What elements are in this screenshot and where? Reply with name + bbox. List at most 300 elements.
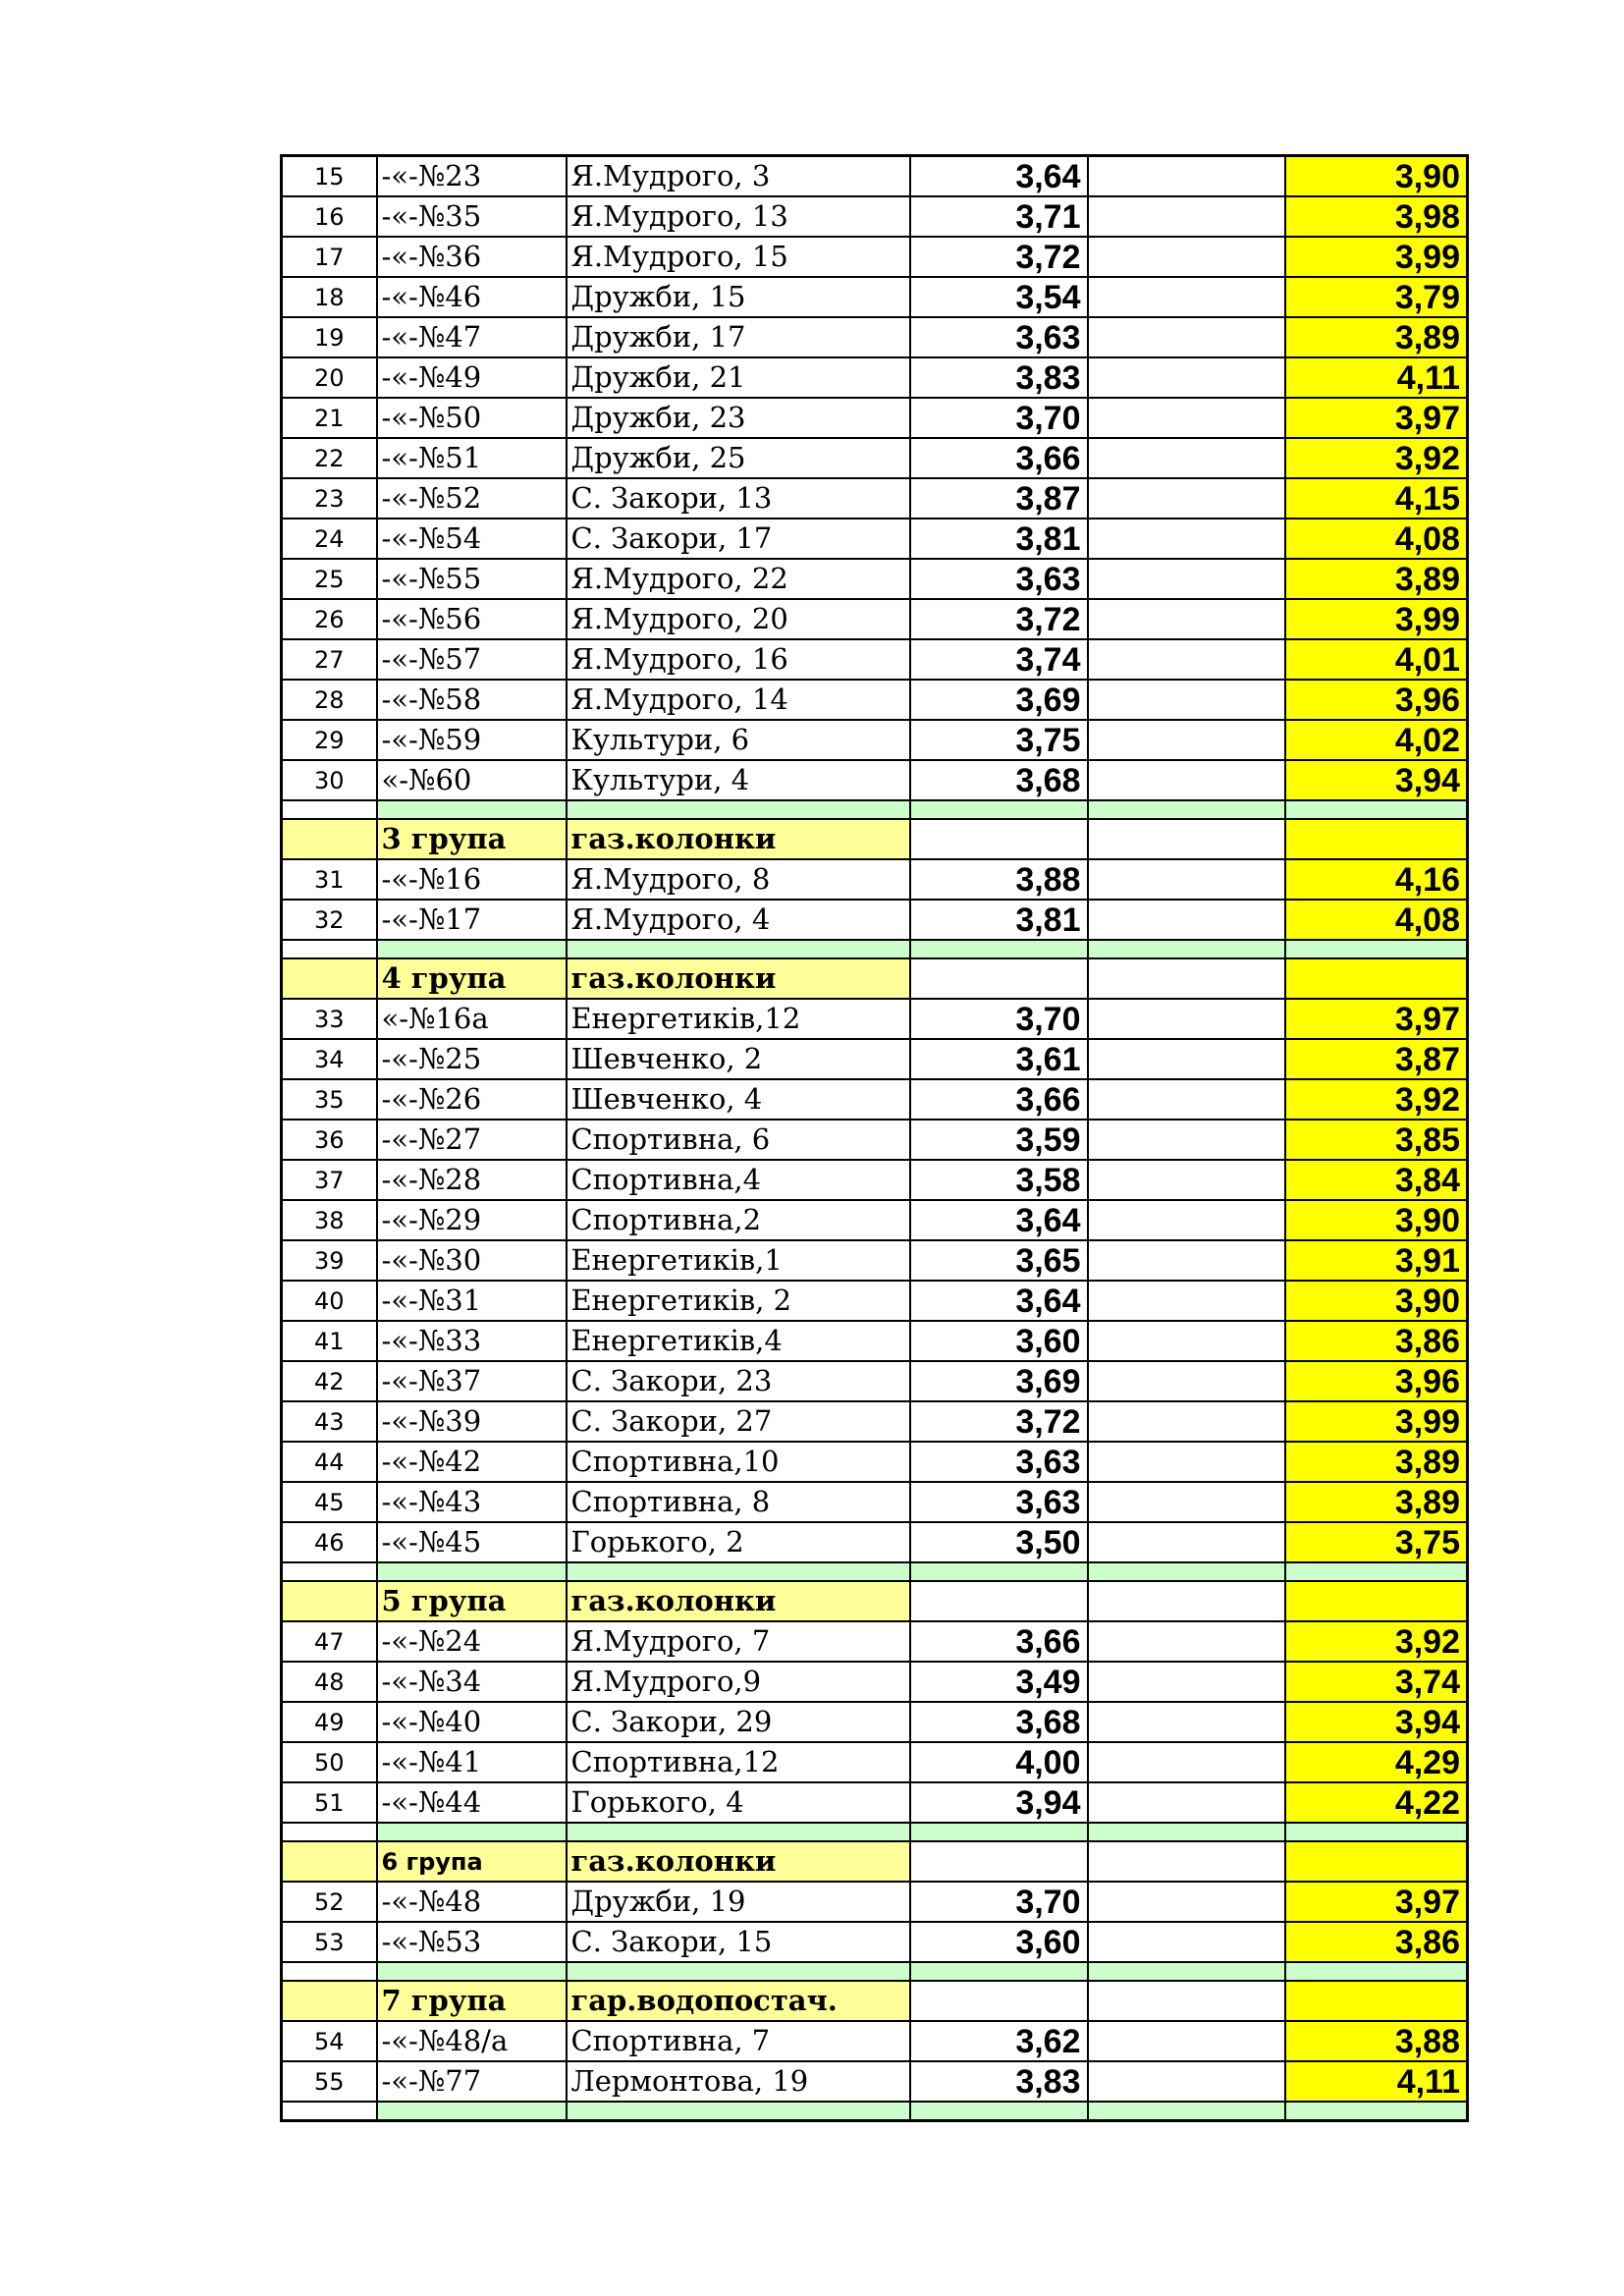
separator-cell (910, 1962, 1088, 1981)
new-value-cell: 3,97 (1285, 398, 1468, 438)
object-code-cell: «-№16а (377, 999, 567, 1039)
value-cell: 3,70 (910, 1882, 1088, 1922)
value-cell: 3,71 (910, 196, 1088, 237)
value-cell: 4,00 (910, 1742, 1088, 1782)
empty-cell (910, 958, 1088, 999)
empty-cell (910, 819, 1088, 859)
table-row (282, 900, 1468, 940)
empty-cell (1088, 1200, 1285, 1240)
table-row (282, 438, 1468, 478)
tariff-table (280, 154, 1469, 2122)
table-row (282, 1922, 1468, 1962)
table-row (282, 1782, 1468, 1823)
separator-row (282, 1962, 1468, 1981)
separator-cell (282, 800, 377, 819)
new-value-cell: 4,29 (1285, 1742, 1468, 1782)
separator-cell (567, 2102, 910, 2121)
address-cell: Культури, 4 (567, 760, 910, 800)
new-value-cell: 4,15 (1285, 478, 1468, 519)
address-cell: Шевченко, 4 (567, 1079, 910, 1120)
object-code-cell: -«-№37 (377, 1361, 567, 1401)
table-row (282, 1160, 1468, 1200)
empty-cell (1088, 1321, 1285, 1361)
value-cell: 3,75 (910, 720, 1088, 760)
empty-cell (1088, 277, 1285, 317)
separator-cell (377, 1562, 567, 1581)
row-number-cell: 22 (282, 438, 377, 478)
address-cell: С. Закори, 23 (567, 1361, 910, 1401)
value-cell: 3,87 (910, 478, 1088, 519)
new-value-cell: 4,11 (1285, 357, 1468, 398)
address-cell: Спортивна, 6 (567, 1120, 910, 1160)
empty-cell (1088, 1281, 1285, 1321)
table-row (282, 1079, 1468, 1120)
object-code-cell: -«-№31 (377, 1281, 567, 1321)
separator-cell (282, 1962, 377, 1981)
row-number-cell: 49 (282, 1702, 377, 1742)
row-number-cell: 50 (282, 1742, 377, 1782)
object-code-cell: -«-№58 (377, 680, 567, 720)
row-number-cell: 28 (282, 680, 377, 720)
separator-cell (910, 1562, 1088, 1581)
new-value-cell: 3,89 (1285, 317, 1468, 357)
value-cell: 3,63 (910, 559, 1088, 599)
address-cell: Дружби, 25 (567, 438, 910, 478)
separator-cell (910, 800, 1088, 819)
row-number-cell: 26 (282, 599, 377, 639)
group-type-cell: гар.водопостач. (567, 1981, 910, 2021)
value-cell: 3,72 (910, 599, 1088, 639)
object-code-cell: -«-№23 (377, 156, 567, 197)
group-number-cell (282, 819, 377, 859)
separator-cell (910, 1823, 1088, 1841)
object-code-cell: -«-№33 (377, 1321, 567, 1361)
group-name-cell: 7 група (377, 1981, 567, 2021)
value-cell: 3,63 (910, 1442, 1088, 1482)
address-cell: Дружби, 21 (567, 357, 910, 398)
empty-cell (910, 1581, 1088, 1621)
value-cell: 3,70 (910, 398, 1088, 438)
row-number-cell: 15 (282, 156, 377, 197)
group-value-cell (1285, 1981, 1468, 2021)
empty-cell (1088, 1522, 1285, 1562)
separator-row (282, 1823, 1468, 1841)
address-cell: С. Закори, 13 (567, 478, 910, 519)
object-code-cell: -«-№51 (377, 438, 567, 478)
table-row (282, 1742, 1468, 1782)
address-cell: Я.Мудрого, 16 (567, 639, 910, 680)
empty-cell (1088, 1742, 1285, 1782)
value-cell: 3,72 (910, 1401, 1088, 1442)
table-row (282, 1240, 1468, 1281)
address-cell: Дружби, 15 (567, 277, 910, 317)
new-value-cell: 4,16 (1285, 859, 1468, 900)
empty-cell (1088, 1981, 1285, 2021)
object-code-cell: -«-№34 (377, 1662, 567, 1702)
address-cell: Я.Мудрого, 3 (567, 156, 910, 197)
separator-cell (1088, 800, 1285, 819)
table-row (282, 2021, 1468, 2061)
value-cell: 3,70 (910, 999, 1088, 1039)
group-header-row (282, 958, 1468, 999)
row-number-cell: 16 (282, 196, 377, 237)
value-cell: 3,66 (910, 1621, 1088, 1662)
value-cell: 3,68 (910, 1702, 1088, 1742)
group-header-row (282, 819, 1468, 859)
new-value-cell: 3,92 (1285, 1621, 1468, 1662)
separator-cell (1285, 940, 1468, 958)
empty-cell (1088, 1782, 1285, 1823)
new-value-cell: 3,94 (1285, 760, 1468, 800)
value-cell: 3,64 (910, 1200, 1088, 1240)
value-cell: 3,94 (910, 1782, 1088, 1823)
address-cell: Я.Мудрого, 22 (567, 559, 910, 599)
table-row (282, 1281, 1468, 1321)
object-code-cell: -«-№77 (377, 2061, 567, 2102)
table-row (282, 156, 1468, 197)
object-code-cell: -«-№35 (377, 196, 567, 237)
address-cell: Дружби, 23 (567, 398, 910, 438)
empty-cell (1088, 1442, 1285, 1482)
new-value-cell: 3,86 (1285, 1321, 1468, 1361)
empty-cell (1088, 639, 1285, 680)
group-header-row (282, 1581, 1468, 1621)
object-code-cell: -«-№56 (377, 599, 567, 639)
separator-cell (1088, 1562, 1285, 1581)
object-code-cell: -«-№45 (377, 1522, 567, 1562)
separator-cell (567, 800, 910, 819)
address-cell: Я.Мудрого, 7 (567, 1621, 910, 1662)
address-cell: С. Закори, 29 (567, 1702, 910, 1742)
separator-cell (1285, 1562, 1468, 1581)
address-cell: Культури, 6 (567, 720, 910, 760)
empty-cell (1088, 819, 1285, 859)
group-number-cell (282, 958, 377, 999)
group-number-cell (282, 1981, 377, 2021)
table-row (282, 1702, 1468, 1742)
address-cell: Я.Мудрого, 15 (567, 237, 910, 277)
separator-cell (1088, 1962, 1285, 1981)
table-row (282, 357, 1468, 398)
group-type-cell: газ.колонки (567, 1841, 910, 1882)
object-code-cell: -«-№47 (377, 317, 567, 357)
object-code-cell: -«-№52 (377, 478, 567, 519)
row-number-cell: 45 (282, 1482, 377, 1522)
group-type-cell: газ.колонки (567, 958, 910, 999)
address-cell: Енергетиків,4 (567, 1321, 910, 1361)
empty-cell (1088, 357, 1285, 398)
empty-cell (1088, 1482, 1285, 1522)
row-number-cell: 54 (282, 2021, 377, 2061)
table-row (282, 680, 1468, 720)
object-code-cell: -«-№24 (377, 1621, 567, 1662)
new-value-cell: 3,91 (1285, 1240, 1468, 1281)
row-number-cell: 40 (282, 1281, 377, 1321)
empty-cell (1088, 1039, 1285, 1079)
row-number-cell: 27 (282, 639, 377, 680)
empty-cell (1088, 237, 1285, 277)
table-body (282, 156, 1468, 2121)
empty-cell (1088, 900, 1285, 940)
separator-cell (567, 940, 910, 958)
separator-cell (567, 1562, 910, 1581)
table-row (282, 1361, 1468, 1401)
address-cell: Я.Мудрого, 8 (567, 859, 910, 900)
new-value-cell: 3,97 (1285, 999, 1468, 1039)
new-value-cell: 3,87 (1285, 1039, 1468, 1079)
table-row (282, 639, 1468, 680)
row-number-cell: 29 (282, 720, 377, 760)
row-number-cell: 31 (282, 859, 377, 900)
object-code-cell: -«-№55 (377, 559, 567, 599)
table-row (282, 1120, 1468, 1160)
table-row (282, 1321, 1468, 1361)
separator-cell (1088, 2102, 1285, 2121)
row-number-cell: 43 (282, 1401, 377, 1442)
object-code-cell: -«-№44 (377, 1782, 567, 1823)
new-value-cell: 3,75 (1285, 1522, 1468, 1562)
empty-cell (1088, 519, 1285, 559)
row-number-cell: 36 (282, 1120, 377, 1160)
table-row (282, 2061, 1468, 2102)
empty-cell (910, 1981, 1088, 2021)
table-row (282, 1401, 1468, 1442)
row-number-cell: 48 (282, 1662, 377, 1702)
object-code-cell: «-№60 (377, 760, 567, 800)
empty-cell (1088, 1882, 1285, 1922)
group-type-cell: газ.колонки (567, 1581, 910, 1621)
empty-cell (1088, 1581, 1285, 1621)
separator-row (282, 940, 1468, 958)
new-value-cell: 3,99 (1285, 1401, 1468, 1442)
row-number-cell: 23 (282, 478, 377, 519)
separator-cell (377, 940, 567, 958)
separator-cell (282, 1823, 377, 1841)
table-row (282, 559, 1468, 599)
address-cell: Спортивна,10 (567, 1442, 910, 1482)
empty-cell (1088, 438, 1285, 478)
object-code-cell: -«-№54 (377, 519, 567, 559)
empty-cell (1088, 2061, 1285, 2102)
separator-cell (567, 1962, 910, 1981)
table-row (282, 1882, 1468, 1922)
separator-cell (377, 2102, 567, 2121)
separator-row (282, 1562, 1468, 1581)
address-cell: Енергетиків, 2 (567, 1281, 910, 1321)
table-row (282, 1200, 1468, 1240)
value-cell: 3,64 (910, 156, 1088, 197)
object-code-cell: -«-№16 (377, 859, 567, 900)
separator-cell (282, 940, 377, 958)
table-row (282, 237, 1468, 277)
new-value-cell: 4,08 (1285, 519, 1468, 559)
empty-cell (1088, 599, 1285, 639)
row-number-cell: 41 (282, 1321, 377, 1361)
row-number-cell: 25 (282, 559, 377, 599)
object-code-cell: -«-№53 (377, 1922, 567, 1962)
empty-cell (1088, 478, 1285, 519)
row-number-cell: 52 (282, 1882, 377, 1922)
row-number-cell: 53 (282, 1922, 377, 1962)
group-name-cell: 4 група (377, 958, 567, 999)
group-name-cell: 5 група (377, 1581, 567, 1621)
empty-cell (1088, 720, 1285, 760)
empty-cell (1088, 1662, 1285, 1702)
object-code-cell: -«-№25 (377, 1039, 567, 1079)
value-cell: 3,64 (910, 1281, 1088, 1321)
separator-cell (910, 940, 1088, 958)
separator-cell (1285, 2102, 1468, 2121)
object-code-cell: -«-№49 (377, 357, 567, 398)
group-header-row (282, 1841, 1468, 1882)
new-value-cell: 3,89 (1285, 1442, 1468, 1482)
value-cell: 3,61 (910, 1039, 1088, 1079)
table-row (282, 760, 1468, 800)
empty-cell (1088, 1841, 1285, 1882)
table-row (282, 1662, 1468, 1702)
row-number-cell: 21 (282, 398, 377, 438)
table-row (282, 1039, 1468, 1079)
value-cell: 3,81 (910, 519, 1088, 559)
address-cell: Я.Мудрого, 20 (567, 599, 910, 639)
empty-cell (1088, 2021, 1285, 2061)
table-row (282, 478, 1468, 519)
row-number-cell: 34 (282, 1039, 377, 1079)
empty-cell (1088, 680, 1285, 720)
new-value-cell: 3,88 (1285, 2021, 1468, 2061)
table-row (282, 277, 1468, 317)
row-number-cell: 35 (282, 1079, 377, 1120)
group-number-cell (282, 1841, 377, 1882)
group-name-cell: 3 група (377, 819, 567, 859)
object-code-cell: -«-№39 (377, 1401, 567, 1442)
new-value-cell: 4,01 (1285, 639, 1468, 680)
new-value-cell: 3,90 (1285, 1200, 1468, 1240)
empty-cell (1088, 1120, 1285, 1160)
table-row (282, 1522, 1468, 1562)
object-code-cell: -«-№40 (377, 1702, 567, 1742)
new-value-cell: 4,22 (1285, 1782, 1468, 1823)
address-cell: Я.Мудрого, 13 (567, 196, 910, 237)
object-code-cell: -«-№43 (377, 1482, 567, 1522)
row-number-cell: 55 (282, 2061, 377, 2102)
address-cell: Я.Мудрого,9 (567, 1662, 910, 1702)
separator-cell (282, 1562, 377, 1581)
object-code-cell: -«-№17 (377, 900, 567, 940)
group-number-cell (282, 1581, 377, 1621)
separator-cell (1088, 1823, 1285, 1841)
new-value-cell: 3,89 (1285, 1482, 1468, 1522)
separator-row (282, 800, 1468, 819)
empty-cell (1088, 1160, 1285, 1200)
group-header-row (282, 1981, 1468, 2021)
row-number-cell: 18 (282, 277, 377, 317)
value-cell: 3,49 (910, 1662, 1088, 1702)
row-number-cell: 33 (282, 999, 377, 1039)
object-code-cell: -«-№29 (377, 1200, 567, 1240)
group-value-cell (1285, 958, 1468, 999)
new-value-cell: 3,89 (1285, 559, 1468, 599)
address-cell: С. Закори, 17 (567, 519, 910, 559)
value-cell: 3,58 (910, 1160, 1088, 1200)
new-value-cell: 3,94 (1285, 1702, 1468, 1742)
new-value-cell: 3,99 (1285, 237, 1468, 277)
new-value-cell: 3,99 (1285, 599, 1468, 639)
value-cell: 3,62 (910, 2021, 1088, 2061)
empty-cell (1088, 398, 1285, 438)
new-value-cell: 3,90 (1285, 1281, 1468, 1321)
new-value-cell: 3,96 (1285, 1361, 1468, 1401)
row-number-cell: 37 (282, 1160, 377, 1200)
value-cell: 3,60 (910, 1922, 1088, 1962)
address-cell: Я.Мудрого, 14 (567, 680, 910, 720)
object-code-cell: -«-№48 (377, 1882, 567, 1922)
object-code-cell: -«-№42 (377, 1442, 567, 1482)
table-row (282, 720, 1468, 760)
address-cell: Я.Мудрого, 4 (567, 900, 910, 940)
value-cell: 3,68 (910, 760, 1088, 800)
separator-cell (377, 1823, 567, 1841)
empty-cell (1088, 859, 1285, 900)
new-value-cell: 3,98 (1285, 196, 1468, 237)
group-value-cell (1285, 819, 1468, 859)
new-value-cell: 3,79 (1285, 277, 1468, 317)
row-number-cell: 51 (282, 1782, 377, 1823)
row-number-cell: 32 (282, 900, 377, 940)
separator-cell (377, 800, 567, 819)
table-row (282, 859, 1468, 900)
value-cell: 3,69 (910, 680, 1088, 720)
value-cell: 3,63 (910, 317, 1088, 357)
table-row (282, 398, 1468, 438)
address-cell: Шевченко, 2 (567, 1039, 910, 1079)
address-cell: Енергетиків,1 (567, 1240, 910, 1281)
separator-cell (282, 2102, 377, 2121)
table-row (282, 317, 1468, 357)
empty-cell (1088, 1621, 1285, 1662)
empty-cell (1088, 156, 1285, 197)
empty-cell (1088, 1922, 1285, 1962)
empty-cell (1088, 317, 1285, 357)
new-value-cell: 3,86 (1285, 1922, 1468, 1962)
object-code-cell: -«-№28 (377, 1160, 567, 1200)
separator-cell (377, 1962, 567, 1981)
object-code-cell: -«-№41 (377, 1742, 567, 1782)
address-cell: Лермонтова, 19 (567, 2061, 910, 2102)
table-row (282, 1482, 1468, 1522)
row-number-cell: 46 (282, 1522, 377, 1562)
value-cell: 3,72 (910, 237, 1088, 277)
separator-row (282, 2102, 1468, 2121)
value-cell: 3,65 (910, 1240, 1088, 1281)
object-code-cell: -«-№30 (377, 1240, 567, 1281)
address-cell: Спортивна, 7 (567, 2021, 910, 2061)
table-row (282, 599, 1468, 639)
row-number-cell: 47 (282, 1621, 377, 1662)
value-cell: 3,81 (910, 900, 1088, 940)
address-cell: Горького, 4 (567, 1782, 910, 1823)
table-row (282, 999, 1468, 1039)
value-cell: 3,63 (910, 1482, 1088, 1522)
new-value-cell: 4,11 (1285, 2061, 1468, 2102)
row-number-cell: 44 (282, 1442, 377, 1482)
value-cell: 3,59 (910, 1120, 1088, 1160)
address-cell: Дружби, 17 (567, 317, 910, 357)
group-type-cell: газ.колонки (567, 819, 910, 859)
address-cell: Спортивна,4 (567, 1160, 910, 1200)
value-cell: 3,83 (910, 357, 1088, 398)
address-cell: Спортивна,2 (567, 1200, 910, 1240)
